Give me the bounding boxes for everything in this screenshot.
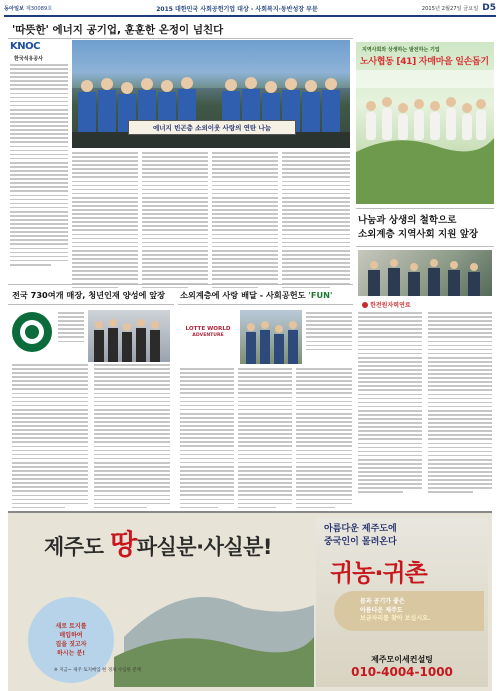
section-title: 2015 대한민국 사회공헌기업 대상 - 사회복지·동반성장 부문 bbox=[156, 5, 318, 13]
article4-photo-illustration bbox=[240, 310, 302, 364]
article1-text-column bbox=[10, 64, 68, 268]
masthead bbox=[4, 2, 496, 14]
ad-contact bbox=[316, 654, 488, 679]
issue-date: 2015년 2월27일 금요일 bbox=[421, 6, 479, 12]
knoc-logo: KNOC bbox=[10, 41, 40, 52]
siren-icon bbox=[20, 320, 44, 344]
article1-text-column-2 bbox=[72, 152, 138, 291]
article3-headline: 전국 730여개 매장, 청년인재 양성에 앞장 bbox=[12, 290, 166, 300]
divider bbox=[178, 304, 353, 305]
volunteer-group-photo bbox=[72, 40, 350, 148]
lotte-world-logo: LOTTE WORLD ADVENTURE bbox=[185, 325, 231, 338]
divider bbox=[356, 208, 494, 209]
page-number: D5 bbox=[482, 3, 496, 13]
ad-subtitle: 아름다운 제주도에 중국인이 몰려온다 bbox=[324, 524, 397, 547]
article3-text-intro bbox=[58, 312, 84, 345]
ad-title: 제주도 땅파실분·사실분! bbox=[44, 528, 273, 561]
article1-headline: '따뜻한' 에너지 공기업, 훈훈한 온정이 넘친다 bbox=[12, 24, 224, 36]
ad-illustration bbox=[356, 42, 494, 204]
article4-text-column-2 bbox=[238, 368, 292, 511]
jeju-land-advertisement bbox=[8, 511, 492, 691]
contact-phone: 010-4004-1000 bbox=[351, 665, 453, 679]
article1-text-column-5 bbox=[282, 152, 350, 291]
ad-left-panel bbox=[14, 517, 314, 687]
article1-text-column-3 bbox=[142, 152, 208, 291]
divider bbox=[8, 304, 174, 305]
banner-sign: 에너지 빈곤층 소외이웃 사랑의 연탄 나눔 bbox=[128, 120, 296, 135]
article2-headline: 나눔과 상생의 철학으로 소외계층 지역사회 지원 앞장 bbox=[358, 215, 479, 240]
article3-photo bbox=[88, 310, 170, 362]
masthead-rule bbox=[4, 15, 496, 17]
divider bbox=[356, 246, 494, 247]
article2-company-logo: 한전원자력연료 bbox=[362, 300, 411, 309]
article2-text-column-1 bbox=[358, 312, 422, 496]
masthead-right bbox=[422, 3, 496, 13]
article3-text-column-2 bbox=[94, 364, 170, 511]
divider bbox=[8, 284, 353, 285]
ad-headline: 노사협동 [41] 자매마을 일손돕기 bbox=[360, 57, 489, 67]
company-logo-icon bbox=[362, 302, 368, 308]
article2-photo bbox=[358, 250, 492, 296]
article4-headline: 소외계층에 사랑 배달 - 사회공헌도 'FUN' bbox=[180, 290, 333, 300]
divider bbox=[8, 38, 353, 39]
top-right-advertisement bbox=[356, 42, 494, 204]
article4-text-column-1 bbox=[180, 368, 234, 511]
article3-text-column-1 bbox=[12, 364, 88, 511]
ad-tagline: 지역사회와 상생하는 발전하는 기업 bbox=[362, 47, 440, 53]
ad-right-callout: 몸과 공기가 좋은 아름다운 제주도 보금자리를 찾아 보십시요. bbox=[334, 591, 484, 631]
ad-right-title: 귀농·귀촌 bbox=[330, 559, 427, 587]
article1-text-column-4 bbox=[212, 152, 278, 291]
starbucks-logo bbox=[12, 312, 52, 352]
article2-photo-illustration bbox=[358, 250, 492, 296]
article2-text-column-2 bbox=[428, 312, 492, 496]
article4-photo bbox=[240, 310, 302, 364]
contact-name: 제주모이세컨설팅 bbox=[371, 655, 433, 664]
ad-footnote: ※ 지금~ 제주 토지매입 현 경제 수입한 분께 bbox=[54, 668, 142, 673]
masthead-left: 동아일보 제30089호 bbox=[4, 5, 53, 12]
article4-text-intro bbox=[306, 312, 352, 353]
ad-right-panel bbox=[316, 517, 488, 687]
article3-photo-illustration bbox=[88, 310, 170, 362]
knoc-logo-subtitle: 한국석유공사 bbox=[14, 56, 43, 62]
article4-text-column-3 bbox=[296, 368, 352, 511]
ad-badge-buyers: 새로 토지를 매입하여 집을 짓고자 하시는 분! bbox=[28, 597, 114, 683]
